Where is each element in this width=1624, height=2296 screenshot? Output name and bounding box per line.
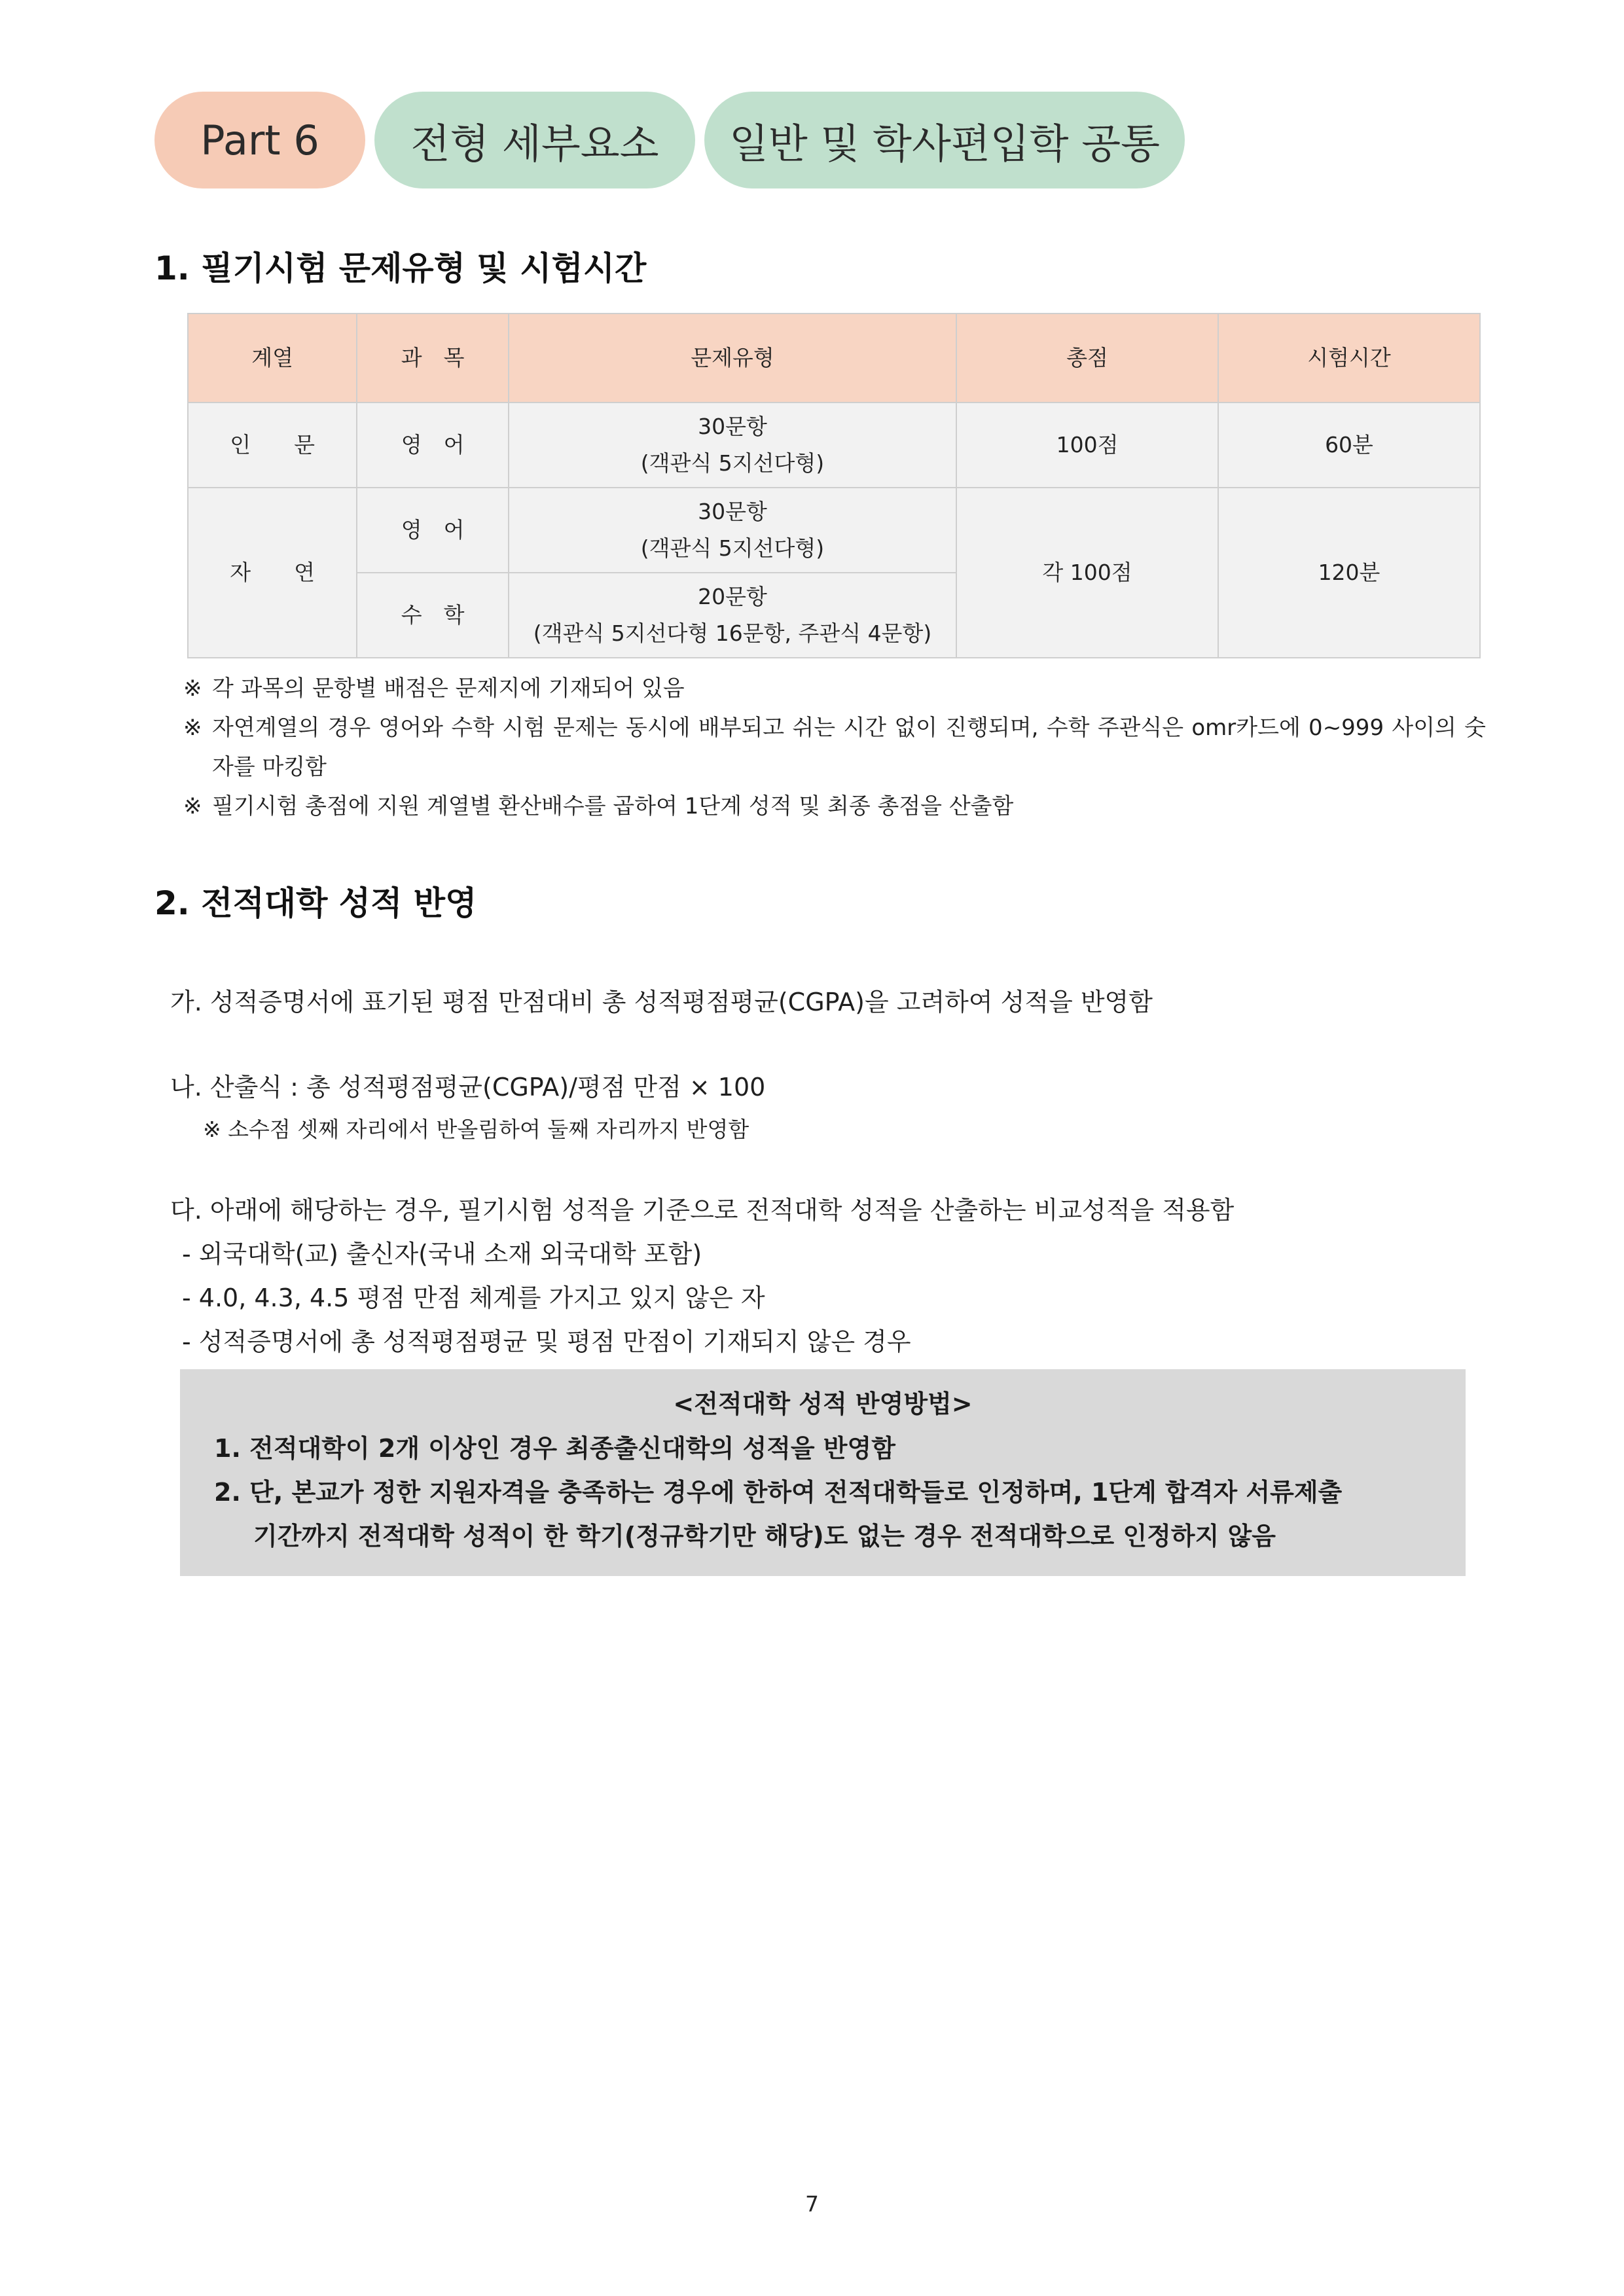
note-item <box>183 669 1486 708</box>
cell-time: 60분 <box>1218 403 1480 488</box>
question-count: 20문항 <box>698 584 767 609</box>
scope-badge: 일반 및 학사편입학 공통 <box>704 92 1185 188</box>
method-line: 1. 전적대학이 2개 이상인 경우 최종출신대학의 성적을 반영함 <box>214 1434 895 1463</box>
note-text: 필기시험 총점에 지원 계열별 환산배수를 곱하여 1단계 성적 및 최종 총점을 산출함 <box>212 793 1014 819</box>
method-box <box>180 1369 1466 1576</box>
question-format: (객관식 5지선다형 16문항, 주관식 4문항) <box>533 620 932 646</box>
cell-subject: 수 학 <box>357 573 509 658</box>
header-exam-time: 시험시간 <box>1218 314 1480 403</box>
cell-score: 100점 <box>956 403 1218 488</box>
cell-question-type <box>509 573 956 658</box>
method-line: 2. 단, 본교가 정한 지원자격을 충족하는 경우에 한하여 전적대학들로 인정하며, 1단계 합격자 서류제출 <box>214 1478 1343 1507</box>
section-1-title: 1. 필기시험 문제유형 및 시험시간 <box>154 249 647 287</box>
cell-track-science: 자 연 <box>188 488 357 658</box>
header-subject: 과 목 <box>357 314 509 403</box>
cell-subject: 영 어 <box>357 488 509 573</box>
note-item <box>183 708 1486 787</box>
cell-score: 각 100점 <box>956 488 1218 658</box>
method-line: 기간까지 전적대학 성적이 한 학기(정규학기만 해당)도 없는 경우 전적대학으로 인정하지 않음 <box>253 1522 1276 1551</box>
question-format: (객관식 5지선다형) <box>640 450 825 476</box>
cell-track-humanities: 인 문 <box>188 403 357 488</box>
paragraph-na-note: ※ 소수점 셋째 자리에서 반올림하여 둘째 자리까지 반영함 <box>203 1117 749 1142</box>
question-count: 30문항 <box>698 414 767 439</box>
question-count: 30문항 <box>698 499 767 524</box>
header-tabs <box>154 92 1185 188</box>
paragraph-na: 나. 산출식 : 총 성적평점평균(CGPA)/평점 만점 × 100 <box>170 1073 766 1102</box>
table-header-row <box>188 314 1480 403</box>
list-item: - 4.0, 4.3, 4.5 평점 만점 체계를 가지고 있지 않은 자 <box>182 1283 765 1312</box>
note-item <box>183 787 1486 826</box>
list-item: - 외국대학(교) 출신자(국내 소재 외국대학 포함) <box>182 1240 702 1268</box>
cell-question-type <box>509 488 956 573</box>
header-question-type: 문제유형 <box>509 314 956 403</box>
reference-mark-icon: ※ <box>183 675 202 702</box>
reference-mark-icon: ※ <box>183 793 202 819</box>
page-number: 7 <box>805 2191 819 2217</box>
paragraph-ga: 가. 성적증명서에 표기된 평점 만점대비 총 성적평점평균(CGPA)을 고려하여 성적을 반영함 <box>170 988 1153 1016</box>
method-box-title: <전적대학 성적 반영방법> <box>673 1390 973 1418</box>
table-row <box>188 403 1480 488</box>
section-2-title: 2. 전적대학 성적 반영 <box>154 884 477 922</box>
part-badge: Part 6 <box>154 92 365 188</box>
reference-mark-icon: ※ <box>183 715 202 741</box>
note-text: 자연계열의 경우 영어와 수학 시험 문제는 동시에 배부되고 쉬는 시간 없이 진행되며, 수학 주관식은 omr카드에 0~999 사이의 숫자를 마킹함 <box>212 715 1486 780</box>
list-item: - 성적증명서에 총 성적평점평균 및 평점 만점이 기재되지 않은 경우 <box>182 1327 911 1356</box>
header-total-score: 총점 <box>956 314 1218 403</box>
note-text: 각 과목의 문항별 배점은 문제지에 기재되어 있음 <box>212 675 685 702</box>
category-badge: 전형 세부요소 <box>374 92 695 188</box>
header-track: 계열 <box>188 314 357 403</box>
exam-table <box>187 313 1481 658</box>
cell-question-type <box>509 403 956 488</box>
table-row <box>188 488 1480 573</box>
question-format: (객관식 5지선다형) <box>640 535 825 561</box>
paragraph-da: 다. 아래에 해당하는 경우, 필기시험 성적을 기준으로 전적대학 성적을 산출하는 비교성적을 적용함 <box>170 1196 1235 1225</box>
cell-time: 120분 <box>1218 488 1480 658</box>
cell-subject: 영 어 <box>357 403 509 488</box>
table-notes <box>183 669 1486 826</box>
